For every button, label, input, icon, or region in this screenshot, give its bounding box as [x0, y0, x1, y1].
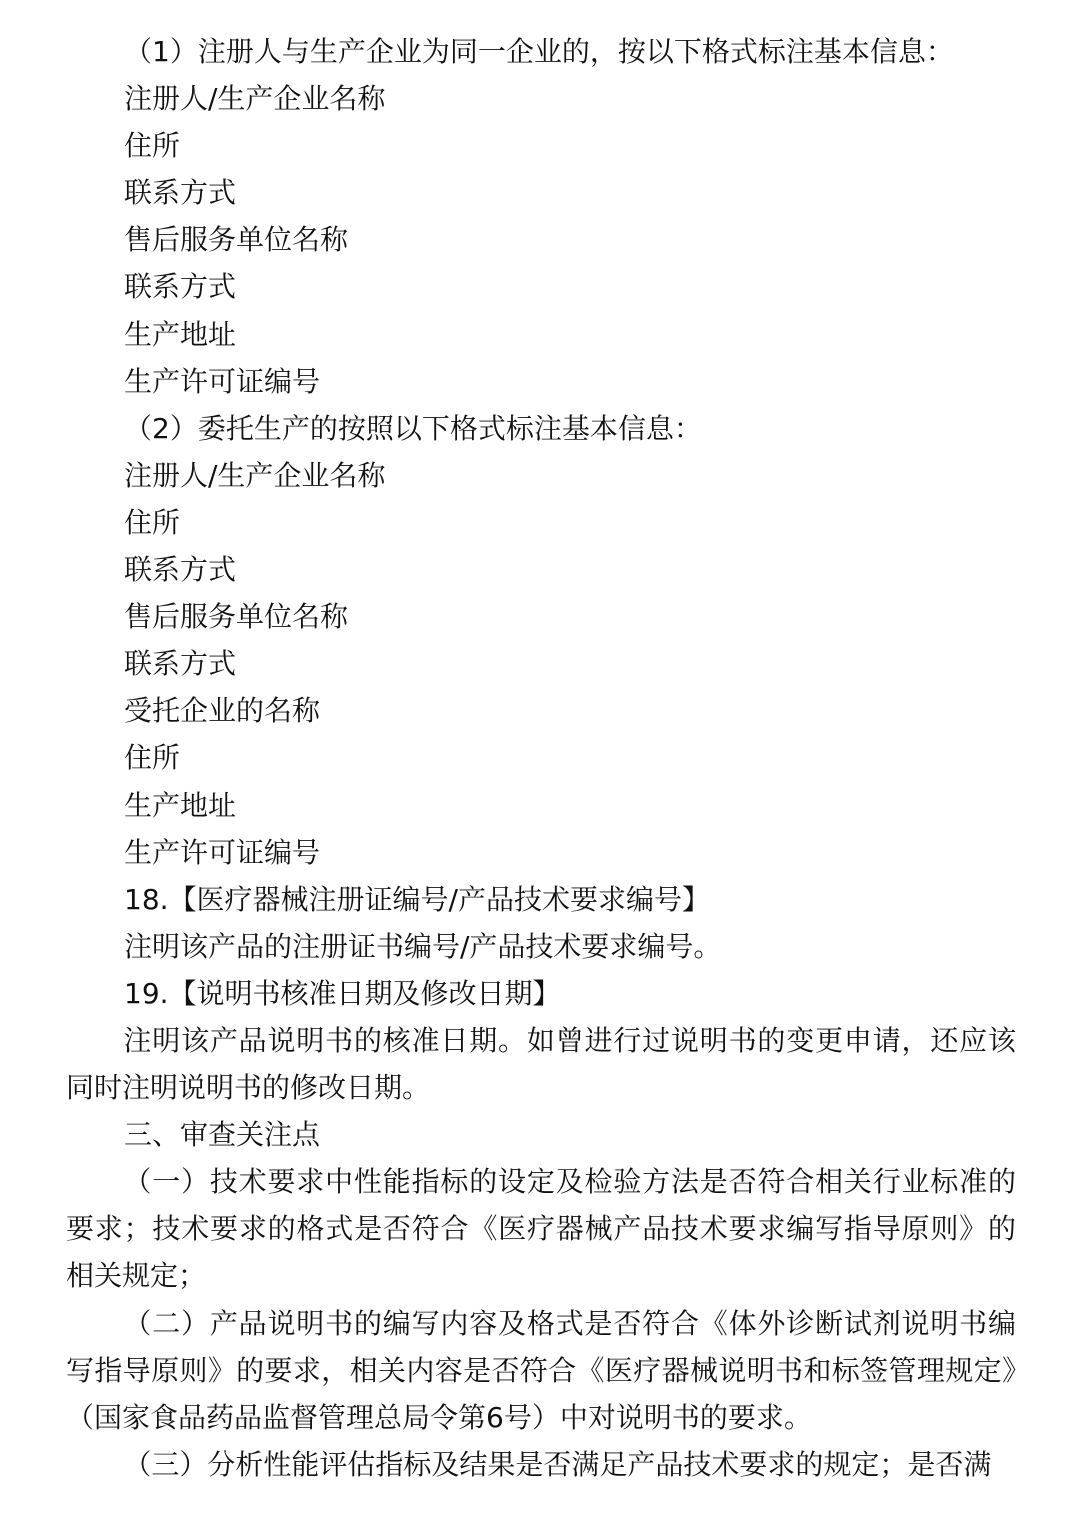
section-1-item: 注册人/生产企业名称 — [124, 82, 386, 116]
section-2-item: 生产许可证编号 — [124, 835, 321, 869]
item-19-heading: 19.【说明书核准日期及修改日期】 — [124, 976, 561, 1010]
section-2-item: 受托企业的名称 — [124, 694, 321, 728]
section-1-item: 售后服务单位名称 — [124, 223, 349, 257]
section-1-item: 生产许可证编号 — [124, 364, 321, 398]
review-heading: 三、审查关注点 — [124, 1118, 321, 1152]
review-point: （一）技术要求中性能指标的设定及检验方法是否符合相关行业标准的要求；技术要求的格式是否符合《医疗器械产品技术要求编写指导原则》的相关规定； — [66, 1165, 1016, 1293]
section-2-item: 联系方式 — [124, 647, 237, 681]
item-19-body: 注明该产品说明书的核准日期。如曾进行过说明书的变更申请，还应该同时注明说明书的修改日期。 — [66, 1023, 1016, 1105]
document-page — [66, 28, 1016, 1488]
section-1-item: 联系方式 — [124, 270, 237, 304]
review-point: （三）分析性能评估指标及结果是否满足产品技术要求的规定；是否满 — [123, 1447, 992, 1481]
section-2-item: 注册人/生产企业名称 — [124, 458, 386, 492]
section-1-item: 联系方式 — [124, 176, 237, 210]
section-2-item: 联系方式 — [124, 553, 237, 587]
item-18-body: 注明该产品的注册证书编号/产品技术要求编号。 — [124, 929, 722, 963]
section-1-heading: （1）注册人与生产企业为同一企业的，按以下格式标注基本信息： — [124, 35, 954, 68]
review-point: （二）产品说明书的编写内容及格式是否符合《体外诊断试剂说明书编写指导原则》的要求，相关内容是否符合《医疗器械说明书和标签管理规定》（国家食品药品监督管理总局令第6号）中对说明书的要求。 — [66, 1306, 1016, 1434]
section-1-item: 生产地址 — [124, 317, 237, 351]
section-2-item: 住所 — [124, 741, 181, 775]
item-18-heading: 18.【医疗器械注册证编号/产品技术要求编号】 — [124, 882, 710, 916]
section-2-item: 住所 — [124, 505, 181, 539]
section-2-item: 售后服务单位名称 — [124, 600, 349, 634]
section-2-heading: （2）委托生产的按照以下格式标注基本信息： — [124, 411, 702, 445]
section-2-item: 生产地址 — [124, 788, 237, 822]
section-1-item: 住所 — [124, 129, 181, 163]
